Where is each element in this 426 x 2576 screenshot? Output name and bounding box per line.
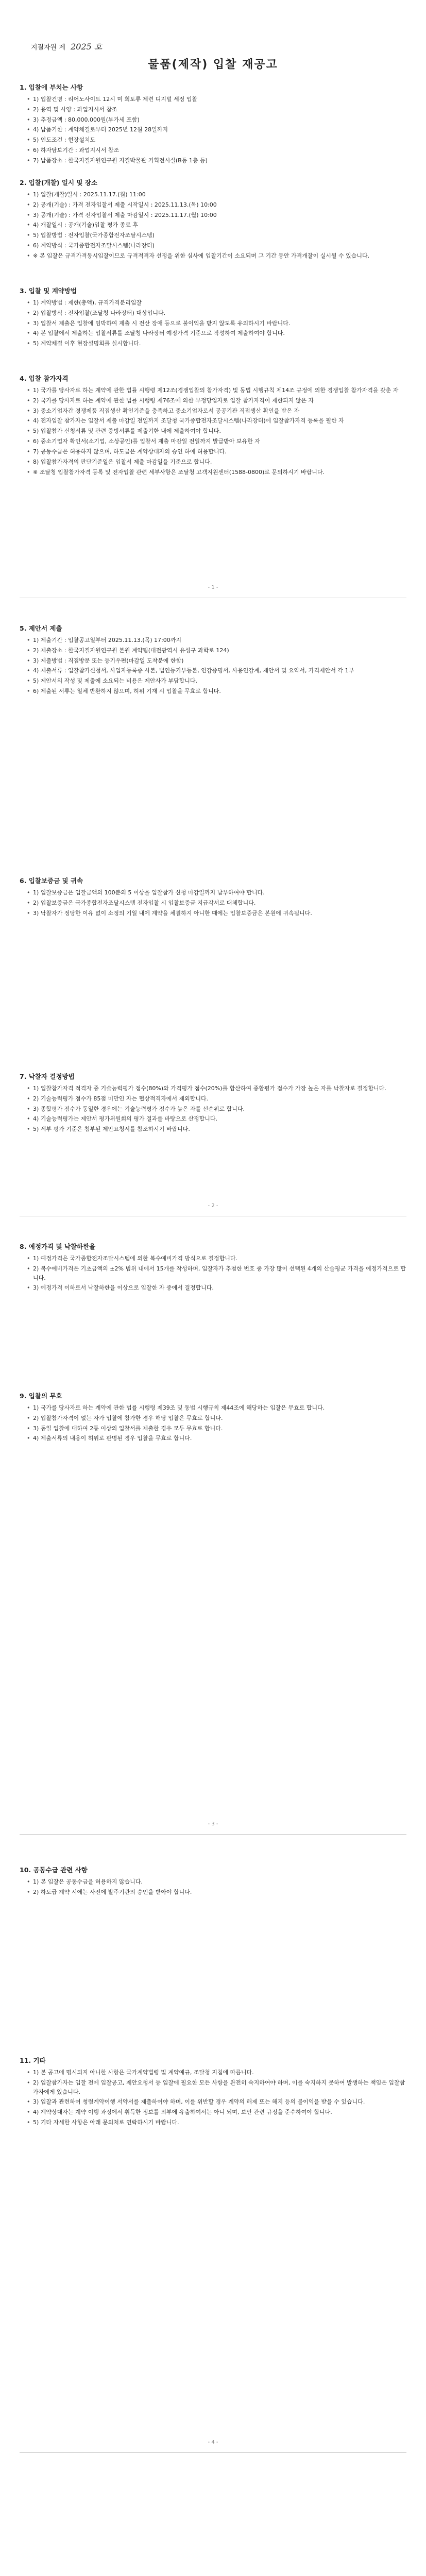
section-item: • 3) 종합평가 점수가 동일한 경우에는 기술능력평가 점수가 높은 자를 선순위로 합니다. [27,1105,406,1114]
page-break-marker: - 2 - [208,1203,218,1209]
section-item: • 2) 국가를 당사자로 하는 계약에 관한 법률 시행령 제76조에 의한 부정당업자로 입찰 참가자격이 제한되지 않은 자 [27,396,406,405]
section-item: • 4) 납품기한 : 계약체결로부터 2025년 12월 28일까지 [27,125,406,134]
section-item: • 1) 입찰참가자격 적격자 중 기술능력평가 점수(80%)와 가격평가 점수(20%)를 합산하여 종합평가 점수가 가장 높은 자를 낙찰자로 결정합니다. [27,1084,406,1093]
section-item: • 2) 제출장소 : 한국지질자원연구원 본원 계약팀(대전광역시 유성구 과학로 124) [27,646,406,655]
page-divider [20,2452,406,2453]
section-item: • 3) 중소기업자간 경쟁제품 직접생산 확인기준을 충족하고 중소기업자로서 공공기관 직접생산 확인을 받은 자 [27,406,406,416]
section-item: • 3) 공개(기술) : 가격 전자입찰서 제출 마감일시 : 2025.11.17.(월) 10:00 [27,211,406,220]
section-8 [20,1242,406,1294]
section-item: • 5) 입찰방법 : 전자입찰(국가종합전자조달시스템) [27,231,406,240]
page-break-marker: - 1 - [208,585,218,590]
section-item: • 2) 기술능력평가 점수가 85점 미만인 자는 협상적격자에서 제외합니다. [27,1094,406,1104]
section-item: • 2) 입찰참가자격이 없는 자가 입찰에 참가한 경우 해당 입찰은 무효로 합니다. [27,1414,406,1423]
section-item: • 2) 입찰보증금은 국가종합전자조달시스템 전자입찰 시 입찰보증금 지급각서로 대체합니다. [27,899,406,908]
section-item: • 2) 복수예비가격은 기초금액의 ±2% 범위 내에서 15개를 작성하며, 입찰자가 추첨한 번호 중 가장 많이 선택된 4개의 산술평균 가격을 예정가격으로 합니다. [27,1264,406,1283]
section-4 [20,374,406,478]
section-2 [20,178,406,262]
section-1 [20,82,406,166]
section-item: • 4) 전자입찰 참가자는 입찰서 제출 마감일 전일까지 조달청 국가종합전자조달시스템(나라장터)에 입찰참가자격 등록을 필한 자 [27,416,406,426]
section-item: • 1) 본 입찰은 공동수급을 허용하지 않습니다. [27,1877,406,1887]
section-item: • 3) 예정가격 이하로서 낙찰하한율 이상으로 입찰한 자 중에서 결정합니다. [27,1283,406,1293]
section-10 [20,1865,406,1898]
section-item: • 2) 공개(기술) : 가격 전자입찰서 제출 시작일시 : 2025.11.13.(목) 10:00 [27,200,406,210]
page-divider [20,1834,406,1835]
section-heading: 10. 공동수급 관련 사항 [20,1866,88,1874]
section-6 [20,876,406,919]
section-item: • 6) 계약방식 : 국가종합전자조달시스템(나라장터) [27,241,406,250]
section-item: • 4) 본 입찰에서 제출하는 입찰서류를 조달청 나라장터 예정가격 기준으로 작성하여 제출하여야 합니다. [27,329,406,338]
section-heading: 5. 제안서 제출 [20,624,62,632]
section-item: • 1) 제출기간 : 입찰공고일부터 2025.11.13.(목) 17:00까지 [27,636,406,645]
section-item: • 2) 입찰방식 : 전자입찰(조달청 나라장터) 대상입니다. [27,309,406,318]
section-item: • 3) 제출방법 : 직접방문 또는 등기우편(마감일 도착분에 한함) [27,656,406,666]
section-item: • 1) 본 공고에 명시되지 아니한 사항은 국가계약법령 및 계약예규, 조달청 지침에 따릅니다. [27,2068,406,2077]
section-9 [20,1391,406,1444]
section-item: • 2) 입찰참가자는 입찰 전에 입찰공고, 제안요청서 등 입찰에 필요한 모든 사항을 완전히 숙지하여야 하며, 이를 숙지하지 못하여 발생하는 책임은 입찰참가자에게 있습니다. [27,2078,406,2097]
section-item: • 6) 하자담보기간 : 과업지시서 참조 [27,146,406,155]
section-item: • 2) 하도급 계약 시에는 사전에 발주기관의 승인을 받아야 합니다. [27,1888,406,1897]
section-7 [20,1072,406,1135]
section-item: • 7) 납품장소 : 한국지질자원연구원 지질박물관 기획전시실(B동 1층 등) [27,156,406,165]
section-item: • 4) 제출서류 : 입찰참가신청서, 사업자등록증 사본, 법인등기부등본, 인감증명서, 사용인감계, 제안서 및 요약서, 가격제안서 각 1부 [27,666,406,675]
section-heading: 3. 입찰 및 계약방법 [20,287,77,295]
section-5 [20,623,406,697]
section-item: • 8) 입찰참가자격의 판단기준일은 입찰서 제출 마감일을 기준으로 합니다. [27,457,406,467]
section-item: • 1) 입찰(개찰)일시 : 2025.11.17.(월) 11:00 [27,190,406,199]
section-heading: 7. 낙찰자 결정방법 [20,1073,75,1080]
section-heading: 8. 예정가격 및 낙찰하한율 [20,1243,96,1250]
section-item: • 3) 추정금액 : 80,000,000원(부가세 포함) [27,115,406,125]
section-heading: 1. 입찰에 부치는 사항 [20,83,83,91]
section-item: • 5) 입찰참가 신청서류 및 관련 증빙서류를 제출기한 내에 제출하여야 합니다. [27,427,406,436]
section-heading: 6. 입찰보증금 및 귀속 [20,877,83,885]
section-item: • 4) 제출서류의 내용이 허위로 판명된 경우 입찰을 무효로 합니다. [27,1434,406,1443]
section-item: • 1) 국가를 당사자로 하는 계약에 관한 법률 시행령 제39조 및 동법 시행규칙 제44조에 해당하는 입찰은 무효로 합니다. [27,1403,406,1413]
section-heading: 4. 입찰 참가자격 [20,375,69,382]
section-item: • 1) 입찰건명 : 리어노사이트 12시 미 희토류 제련 디지털 세정 입찰 [27,95,406,104]
announcement-number [31,40,102,52]
section-item: • 5) 인도조건 : 현장설치도 [27,135,406,145]
section-heading: 2. 입찰(개찰) 일시 및 장소 [20,179,97,187]
section-item: • 2) 용역 및 사양 : 과업지시서 참조 [27,105,406,114]
section-item: • 3) 입찰과 관련하여 청렴계약이행 서약서를 제출하여야 하며, 이를 위반할 경우 계약의 해제 또는 해지 등의 불이익을 받을 수 있습니다. [27,2097,406,2107]
page-break-marker: - 4 - [208,2439,218,2445]
section-item: • 4) 개찰일시 : 공개(기술)입찰 평가 종료 후 [27,221,406,230]
section-item: • ※ 조달청 입찰참가자격 등록 및 전자입찰 관련 세부사항은 조달청 고객지원센터(1588-0800)로 문의하시기 바랍니다. [27,468,406,477]
section-item: • 5) 제안서의 작성 및 제출에 소요되는 비용은 제안사가 부담합니다. [27,676,406,686]
section-item: • 6) 제출된 서류는 일체 반환하지 않으며, 허위 기재 시 입찰을 무효로 합니다. [27,687,406,696]
section-item: • 1) 국가를 당사자로 하는 계약에 관한 법률 시행령 제12조(경쟁입찰의 참가자격) 및 동법 시행규칙 제14조 규정에 의한 경쟁입찰 참가자격을 갖춘 자 [27,386,406,395]
section-item: • 1) 예정가격은 국가종합전자조달시스템에 의한 복수예비가격 방식으로 결정합니다. [27,1254,406,1263]
section-3 [20,286,406,349]
section-item: • 5) 세부 평가 기준은 첨부된 제안요청서를 참조하시기 바랍니다. [27,1125,406,1134]
section-item: • 5) 계약체결 이후 현장설명회를 실시합니다. [27,339,406,348]
section-item: • 4) 계약상대자는 계약 이행 과정에서 취득한 정보를 외부에 유출하여서는 아니 되며, 보안 관련 규정을 준수하여야 합니다. [27,2108,406,2117]
section-heading: 9. 입찰의 무효 [20,1392,62,1400]
section-item: • ※ 본 입찰은 규격가격동시입찰이므로 규격적격자 선정을 위한 심사에 입찰기간이 소요되며 그 기간 동안 가격개찰이 실시될 수 있습니다. [27,251,406,261]
document-title: 물품(제작) 입찰 재공고 [148,58,278,71]
section-heading: 11. 기타 [20,2057,46,2064]
announcement-label: 지질자원 제 [31,44,65,52]
section-item: • 3) 입찰서 제출은 입찰에 임박하여 제출 시 전산 장애 등으로 불이익을 받지 않도록 유의하시기 바랍니다. [27,319,406,328]
section-item: • 6) 중소기업자 확인서(소기업, 소상공인)를 입찰서 제출 마감일 전일까지 발급받아 보유한 자 [27,437,406,446]
section-item: • 1) 계약방법 : 제한(총액), 규격가격분리입찰 [27,298,406,308]
announcement-number-value: 2025 호 [71,42,103,52]
section-item: • 1) 입찰보증금은 입찰금액의 100분의 5 이상을 입찰참가 신청 마감일까지 납부하여야 합니다. [27,888,406,897]
section-item: • 7) 공동수급은 허용하지 않으며, 하도급은 계약상대자의 승인 하에 허용합니다. [27,447,406,456]
section-item: • 3) 동일 입찰에 대하여 2통 이상의 입찰서를 제출한 경우 모두 무효로 합니다. [27,1424,406,1433]
section-item: • 4) 기술능력평가는 제안서 평가위원회의 평가 결과를 바탕으로 산정합니다. [27,1114,406,1124]
page-break-marker: - 3 - [208,1821,218,1827]
section-item: • 5) 기타 자세한 사항은 아래 문의처로 연락하시기 바랍니다. [27,2118,406,2127]
section-item: • 3) 낙찰자가 정당한 이유 없이 소정의 기일 내에 계약을 체결하지 아니한 때에는 입찰보증금은 본원에 귀속됩니다. [27,909,406,918]
section-11 [20,2056,406,2128]
